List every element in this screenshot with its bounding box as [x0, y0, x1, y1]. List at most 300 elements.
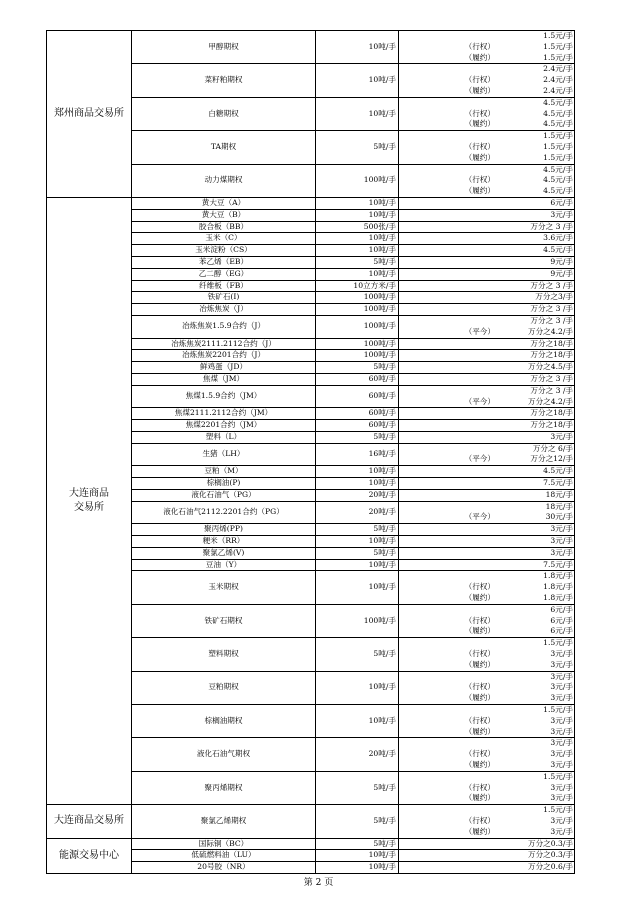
fee-line — [403, 420, 573, 431]
fee-label: （行权） — [464, 682, 495, 692]
fee-value: 3元/手 — [550, 793, 573, 803]
table-row — [47, 805, 575, 838]
fee-line — [403, 593, 573, 604]
fee-value: 18元/手 — [545, 489, 573, 499]
fee-line — [403, 512, 573, 523]
fee-label: （履约） — [464, 186, 495, 196]
contract-name: 甲醇期权 — [132, 31, 316, 64]
fee-cell — [399, 385, 575, 408]
fee-line — [403, 490, 573, 501]
fee-value: 6元/手 — [550, 197, 573, 207]
fee-line — [403, 374, 573, 385]
fee-value: 1.5元/手 — [543, 152, 573, 162]
fee-line — [403, 672, 573, 683]
fee-label: （履约） — [464, 85, 495, 95]
fee-cell — [399, 536, 575, 548]
fee-line — [403, 454, 573, 465]
fee-value: 18元/手 — [545, 501, 573, 511]
contract-name: 黄大豆（B） — [132, 209, 316, 221]
fee-label: （履约） — [464, 152, 495, 162]
table-row — [47, 838, 575, 850]
contract-name: 生猪（LH） — [132, 443, 316, 466]
fee-line — [403, 397, 573, 408]
fee-line — [403, 175, 573, 186]
contract-name: 低硫燃料油（LU） — [132, 850, 316, 862]
fee-value: 3元/手 — [550, 749, 573, 759]
fee-table-sheet — [46, 30, 574, 874]
fee-value: 万分之0.3/手 — [527, 838, 573, 848]
fee-value: 3元/手 — [550, 547, 573, 557]
fee-value: 1.5元/手 — [543, 141, 573, 151]
contract-name: 聚丙烯(PP) — [132, 524, 316, 536]
fee-cell — [399, 197, 575, 209]
contract-name: 冶炼焦炭2201合约（J） — [132, 350, 316, 362]
fee-value: 1.5元/手 — [543, 705, 573, 715]
fee-line — [403, 649, 573, 660]
contract-name: 铁矿石期权 — [132, 604, 316, 637]
trading-unit: 20吨/手 — [316, 501, 399, 524]
fee-cell — [399, 489, 575, 501]
fee-value: 万分之18/手 — [530, 338, 573, 348]
trading-unit: 100吨/手 — [316, 338, 399, 350]
fee-line — [403, 64, 573, 75]
fee-value: 3元/手 — [550, 726, 573, 736]
fee-value: 30元/手 — [545, 512, 573, 522]
fee-cell — [399, 547, 575, 559]
trading-unit: 10吨/手 — [316, 536, 399, 548]
trading-unit: 10吨/手 — [316, 478, 399, 490]
trading-unit: 5吨/手 — [316, 524, 399, 536]
contract-name: 粳米（RR） — [132, 536, 316, 548]
contract-name: 玉米淀粉（CS） — [132, 245, 316, 257]
fee-line — [403, 805, 573, 816]
fee-value: 3元/手 — [550, 524, 573, 534]
fee-line — [403, 142, 573, 153]
exchange-name: 大连商品 交易所 — [47, 197, 132, 804]
table-row — [47, 31, 575, 64]
fee-value: 1.8元/手 — [543, 582, 573, 592]
fee-value: 3元/手 — [550, 826, 573, 836]
trading-unit: 10吨/手 — [316, 862, 399, 874]
contract-name: 菜籽粕期权 — [132, 64, 316, 97]
fee-line — [403, 478, 573, 489]
trading-unit: 10吨/手 — [316, 850, 399, 862]
fee-value: 万分之3/手 — [535, 292, 573, 302]
trading-unit: 20吨/手 — [316, 489, 399, 501]
fee-cell — [399, 738, 575, 771]
fee-cell — [399, 362, 575, 374]
fee-value: 万分之 6/手 — [532, 443, 573, 453]
fee-line — [403, 783, 573, 794]
fee-value: 万分之4.2/手 — [527, 326, 573, 336]
fee-line — [403, 198, 573, 209]
trading-unit: 10吨/手 — [316, 64, 399, 97]
fee-value: 1.5元/手 — [543, 31, 573, 40]
fee-cell — [399, 771, 575, 804]
fee-value: 3元/手 — [550, 815, 573, 825]
fee-label: （行权） — [464, 582, 495, 592]
fee-line — [403, 42, 573, 53]
fee-value: 万分之0.6/手 — [527, 862, 573, 872]
trading-unit: 60吨/手 — [316, 385, 399, 408]
page-footer: 第 2 页 — [303, 878, 334, 888]
fee-value: 3元/手 — [550, 715, 573, 725]
fee-line — [403, 827, 573, 838]
fee-cell — [399, 268, 575, 280]
fee-cell — [399, 705, 575, 738]
trading-unit: 10吨/手 — [316, 705, 399, 738]
fee-line — [403, 316, 573, 327]
fee-line — [403, 257, 573, 268]
fee-cell — [399, 443, 575, 466]
fee-value: 4.5元/手 — [543, 466, 573, 476]
contract-name: 白糖期权 — [132, 97, 316, 130]
fee-value: 万分之4.5/手 — [527, 362, 573, 372]
fee-value: 9元/手 — [550, 268, 573, 278]
contract-name: 聚丙烯期权 — [132, 771, 316, 804]
trading-unit: 10吨/手 — [316, 466, 399, 478]
contract-name: 豆粕期权 — [132, 671, 316, 704]
fee-cell — [399, 420, 575, 432]
fee-line — [403, 693, 573, 704]
fee-value: 6元/手 — [550, 615, 573, 625]
contract-name: 液化石油气（PG） — [132, 489, 316, 501]
fee-line — [403, 616, 573, 627]
trading-unit: 10吨/手 — [316, 268, 399, 280]
trading-unit: 5吨/手 — [316, 838, 399, 850]
fee-value: 6元/手 — [550, 604, 573, 614]
fee-cell — [399, 408, 575, 420]
fee-line — [403, 281, 573, 292]
fee-table-body — [47, 31, 575, 874]
fee-cell — [399, 501, 575, 524]
fee-cell — [399, 466, 575, 478]
fee-line — [403, 292, 573, 303]
contract-name: 塑料期权 — [132, 638, 316, 671]
fee-value: 3元/手 — [550, 649, 573, 659]
contract-name: 聚氯乙烯(V) — [132, 547, 316, 559]
trading-unit: 20吨/手 — [316, 738, 399, 771]
fee-cell — [399, 838, 575, 850]
fee-line — [403, 582, 573, 593]
fee-table — [46, 30, 575, 874]
fee-label: （行权） — [464, 649, 495, 659]
fee-cell — [399, 256, 575, 268]
fee-label: （行权） — [464, 108, 495, 118]
exchange-name: 能源交易中心 — [47, 838, 132, 873]
exchange-name: 郑州商品交易所 — [47, 31, 132, 198]
fee-line — [403, 109, 573, 120]
contract-name: 黄大豆（A） — [132, 197, 316, 209]
fee-value: 万分之0.3/手 — [527, 850, 573, 860]
contract-name: 国际铜（BC） — [132, 838, 316, 850]
contract-name: 乙二醇（EG） — [132, 268, 316, 280]
fee-label: （行权） — [464, 615, 495, 625]
contract-name: 铁矿石(I) — [132, 292, 316, 304]
fee-label: （履约） — [464, 760, 495, 769]
trading-unit: 10吨/手 — [316, 559, 399, 571]
fee-value: 万分之18/手 — [530, 408, 573, 418]
contract-name: 动力煤期权 — [132, 164, 316, 197]
fee-line — [403, 466, 573, 477]
fee-line — [403, 716, 573, 727]
fee-line — [403, 210, 573, 221]
fee-label: （行权） — [464, 141, 495, 151]
trading-unit: 10吨/手 — [316, 233, 399, 245]
fee-value: 1.8元/手 — [543, 593, 573, 603]
fee-line — [403, 327, 573, 338]
trading-unit: 10立方米/手 — [316, 280, 399, 292]
fee-value: 4.5元/手 — [543, 119, 573, 129]
trading-unit: 100吨/手 — [316, 164, 399, 197]
fee-value: 1.5元/手 — [543, 41, 573, 51]
fee-value: 1.5元/手 — [543, 131, 573, 141]
fee-value: 1.5元/手 — [543, 52, 573, 62]
fee-line — [403, 153, 573, 164]
fee-value: 万分之18/手 — [530, 420, 573, 430]
fee-value: 2.4元/手 — [543, 64, 573, 74]
fee-value: 万分之 3 /手 — [530, 280, 573, 290]
table-row — [47, 197, 575, 209]
fee-value: 万分之 3 /手 — [530, 315, 573, 325]
trading-unit: 10吨/手 — [316, 97, 399, 130]
fee-cell — [399, 97, 575, 130]
fee-label: （行权） — [464, 749, 495, 759]
fee-line — [403, 362, 573, 373]
fee-line — [403, 772, 573, 783]
trading-unit: 10吨/手 — [316, 671, 399, 704]
fee-value: 3元/手 — [550, 682, 573, 692]
contract-name: 冶炼焦炭2111.2112合约（J） — [132, 338, 316, 350]
fee-line — [403, 245, 573, 256]
contract-name: 豆油（Y） — [132, 559, 316, 571]
fee-cell — [399, 315, 575, 338]
fee-line — [403, 548, 573, 559]
fee-line — [403, 749, 573, 760]
contract-name: 20号胶（NR） — [132, 862, 316, 874]
fee-label: （履约） — [464, 593, 495, 603]
fee-cell — [399, 221, 575, 233]
fee-cell — [399, 64, 575, 97]
fee-label: （履约） — [464, 793, 495, 803]
trading-unit: 500张/手 — [316, 221, 399, 233]
fee-cell — [399, 671, 575, 704]
fee-cell — [399, 571, 575, 604]
fee-line — [403, 75, 573, 86]
fee-line — [403, 86, 573, 97]
fee-value: 3元/手 — [550, 536, 573, 546]
fee-label: （行权） — [464, 715, 495, 725]
fee-value: 3元/手 — [550, 693, 573, 703]
fee-line — [403, 839, 573, 850]
contract-name: 液化石油气期权 — [132, 738, 316, 771]
contract-name: 棕榈油期权 — [132, 705, 316, 738]
trading-unit: 16吨/手 — [316, 443, 399, 466]
fee-line — [403, 269, 573, 280]
fee-label: （履约） — [464, 726, 495, 736]
contract-name: 鲜鸡蛋（JD） — [132, 362, 316, 374]
fee-cell — [399, 31, 575, 64]
fee-cell — [399, 164, 575, 197]
fee-cell — [399, 850, 575, 862]
fee-cell — [399, 805, 575, 838]
trading-unit: 5吨/手 — [316, 256, 399, 268]
fee-line — [403, 98, 573, 109]
fee-value: 万分之 3 /手 — [530, 304, 573, 314]
fee-value: 4.5元/手 — [543, 97, 573, 107]
contract-name: 聚氯乙烯期权 — [132, 805, 316, 838]
fee-value: 1.8元/手 — [543, 571, 573, 581]
fee-line — [403, 222, 573, 233]
contract-name: 胶合板（BB） — [132, 221, 316, 233]
trading-unit: 60吨/手 — [316, 408, 399, 420]
fee-value: 1.5元/手 — [543, 805, 573, 815]
exchange-name: 大连商品交易所 — [47, 805, 132, 838]
fee-line — [403, 682, 573, 693]
fee-cell — [399, 338, 575, 350]
fee-cell — [399, 524, 575, 536]
fee-value: 万分之4.2/手 — [527, 396, 573, 406]
fee-cell — [399, 245, 575, 257]
fee-line — [403, 502, 573, 513]
fee-line — [403, 850, 573, 861]
fee-line — [403, 339, 573, 350]
fee-line — [403, 705, 573, 716]
fee-value: 万分之18/手 — [530, 350, 573, 360]
contract-name: 棕榈油(P) — [132, 478, 316, 490]
contract-name: 纤维板（FB） — [132, 280, 316, 292]
fee-label: （履约） — [464, 119, 495, 129]
trading-unit: 60吨/手 — [316, 373, 399, 385]
trading-unit: 10吨/手 — [316, 209, 399, 221]
fee-line — [403, 760, 573, 771]
fee-value: 3.6元/手 — [543, 233, 573, 243]
fee-value: 9元/手 — [550, 256, 573, 266]
fee-cell — [399, 431, 575, 443]
fee-value: 3元/手 — [550, 209, 573, 219]
fee-line — [403, 571, 573, 582]
fee-cell — [399, 604, 575, 637]
contract-name: 玉米（C） — [132, 233, 316, 245]
contract-name: TA期权 — [132, 131, 316, 164]
fee-cell — [399, 304, 575, 316]
contract-name: 焦煤2111.2112合约（JM） — [132, 408, 316, 420]
trading-unit: 100吨/手 — [316, 304, 399, 316]
fee-label: （履约） — [464, 626, 495, 636]
trading-unit: 100吨/手 — [316, 315, 399, 338]
contract-name: 焦煤（JM） — [132, 373, 316, 385]
fee-label: （行权） — [464, 75, 495, 85]
fee-cell — [399, 373, 575, 385]
fee-cell — [399, 209, 575, 221]
fee-label: （平今） — [464, 454, 495, 464]
fee-value: 2.4元/手 — [543, 75, 573, 85]
fee-line — [403, 626, 573, 637]
fee-cell — [399, 478, 575, 490]
fee-value: 4.5元/手 — [543, 164, 573, 174]
fee-value: 7.5元/手 — [543, 559, 573, 569]
fee-value: 万分之 3 /手 — [530, 373, 573, 383]
fee-label: （平今） — [464, 512, 495, 522]
trading-unit: 5吨/手 — [316, 362, 399, 374]
trading-unit: 100吨/手 — [316, 350, 399, 362]
fee-value: 3元/手 — [550, 659, 573, 669]
fee-value: 3元/手 — [550, 431, 573, 441]
fee-line — [403, 432, 573, 443]
fee-label: （履约） — [464, 52, 495, 62]
fee-line — [403, 304, 573, 315]
fee-line — [403, 408, 573, 419]
fee-line — [403, 233, 573, 244]
fee-line — [403, 53, 573, 64]
contract-name: 苯乙烯（EB） — [132, 256, 316, 268]
fee-value: 3元/手 — [550, 782, 573, 792]
fee-value: 7.5元/手 — [543, 478, 573, 488]
fee-value: 万分之 3 /手 — [530, 385, 573, 395]
fee-label: （行权） — [464, 175, 495, 185]
fee-line — [403, 524, 573, 535]
fee-line — [403, 793, 573, 804]
fee-cell — [399, 862, 575, 874]
fee-cell — [399, 638, 575, 671]
fee-line — [403, 560, 573, 571]
fee-line — [403, 186, 573, 197]
fee-label: （平今） — [464, 396, 495, 406]
trading-unit: 5吨/手 — [316, 547, 399, 559]
fee-line — [403, 131, 573, 142]
fee-line — [403, 350, 573, 361]
fee-line — [403, 738, 573, 749]
fee-line — [403, 386, 573, 397]
fee-value: 6元/手 — [550, 626, 573, 636]
fee-value: 1.5元/手 — [543, 771, 573, 781]
fee-value: 4.5元/手 — [543, 108, 573, 118]
contract-name: 豆粕（M） — [132, 466, 316, 478]
trading-unit: 5吨/手 — [316, 638, 399, 671]
trading-unit: 100吨/手 — [316, 292, 399, 304]
fee-line — [403, 862, 573, 873]
contract-name: 焦煤2201合约（JM） — [132, 420, 316, 432]
fee-line — [403, 816, 573, 827]
trading-unit: 100吨/手 — [316, 604, 399, 637]
trading-unit: 10吨/手 — [316, 197, 399, 209]
fee-line — [403, 31, 573, 42]
fee-cell — [399, 131, 575, 164]
fee-value: 3元/手 — [550, 760, 573, 769]
fee-value: 4.5元/手 — [543, 186, 573, 196]
fee-line — [403, 536, 573, 547]
fee-value: 4.5元/手 — [543, 175, 573, 185]
contract-name: 焦煤1.5.9合约（JM） — [132, 385, 316, 408]
fee-label: （行权） — [464, 782, 495, 792]
fee-label: （行权） — [464, 815, 495, 825]
fee-value: 3元/手 — [550, 671, 573, 681]
contract-name: 液化石油气2112.2201合约（PG） — [132, 501, 316, 524]
fee-value: 2.4元/手 — [543, 85, 573, 95]
trading-unit: 10吨/手 — [316, 31, 399, 64]
trading-unit: 60吨/手 — [316, 420, 399, 432]
trading-unit: 5吨/手 — [316, 805, 399, 838]
fee-value: 3元/手 — [550, 738, 573, 748]
fee-label: （履约） — [464, 826, 495, 836]
fee-label: （行权） — [464, 41, 495, 51]
fee-cell — [399, 350, 575, 362]
fee-label: （履约） — [464, 659, 495, 669]
contract-name: 冶炼焦炭（J） — [132, 304, 316, 316]
contract-name: 塑料（L） — [132, 431, 316, 443]
fee-label: （履约） — [464, 693, 495, 703]
fee-line — [403, 638, 573, 649]
